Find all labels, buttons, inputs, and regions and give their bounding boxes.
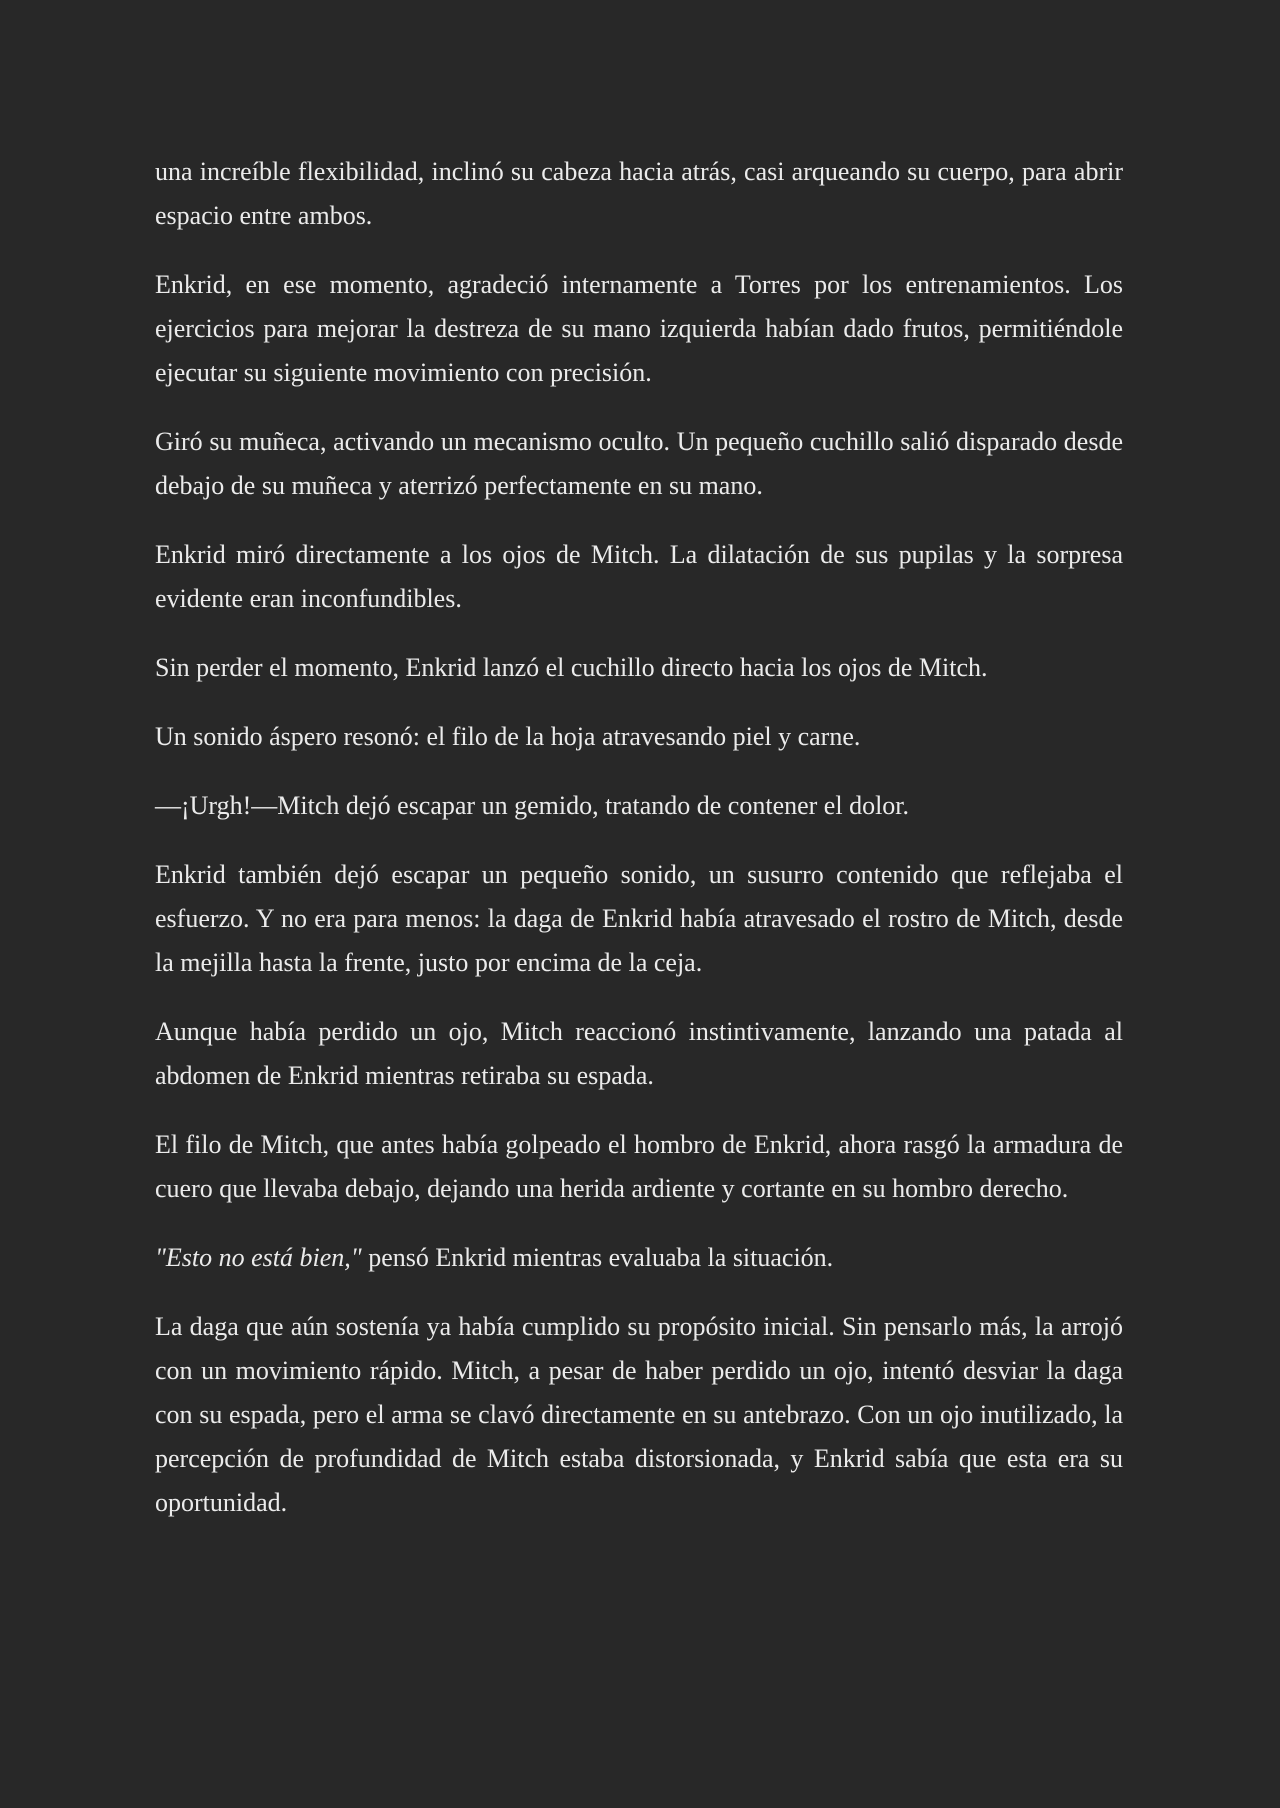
paragraph: —¡Urgh!—Mitch dejó escapar un gemido, tratando de contener el dolor. <box>155 791 910 820</box>
paragraph: una increíble flexibilidad, inclinó su cabeza hacia atrás, casi arqueando su cuerpo, para abrir espacio entre ambos. <box>155 157 1123 230</box>
paragraph-thought <box>155 1236 1123 1280</box>
paragraph: Aunque había perdido un ojo, Mitch reaccionó instintivamente, lanzando una patada al abdomen de Enkrid mientras retiraba su espada. <box>155 1017 1123 1090</box>
paragraph: Enkrid miró directamente a los ojos de Mitch. La dilatación de sus pupilas y la sorpresa evidente eran inconfundibles. <box>155 540 1123 613</box>
thought-narration: pensó Enkrid mientras evaluaba la situación. <box>361 1243 834 1272</box>
paragraph: El filo de Mitch, que antes había golpeado el hombro de Enkrid, ahora rasgó la armadura de cuero que llevaba debajo, dejando una herida ardiente y cortante en su hombro derecho. <box>155 1130 1123 1203</box>
paragraph: Sin perder el momento, Enkrid lanzó el cuchillo directo hacia los ojos de Mitch. <box>155 653 988 682</box>
paragraph: La daga que aún sostenía ya había cumplido su propósito inicial. Sin pensarlo más, la arrojó con un movimiento rápido. Mitch, a pesar de haber perdido un ojo, intentó desviar la daga con su espada, pero el arma se clavó directamente en su antebrazo. Con un ojo inutilizado, la percepción de profundidad de Mitch estaba distorsionada, y Enkrid sabía que esta era su oportunidad. <box>155 1312 1123 1517</box>
paragraph: Enkrid también dejó escapar un pequeño sonido, un susurro contenido que reflejaba el esfuerzo. Y no era para menos: la daga de Enkrid había atravesado el rostro de Mitch, desde la mejilla hasta la frente, justo por encima de la ceja. <box>155 860 1123 977</box>
inner-thought: "Esto no está bien," <box>155 1243 362 1272</box>
paragraph: Un sonido áspero resonó: el filo de la hoja atravesando piel y carne. <box>155 722 861 751</box>
paragraph: Giró su muñeca, activando un mecanismo oculto. Un pequeño cuchillo salió disparado desde debajo de su muñeca y aterrizó perfectamente en su mano. <box>155 427 1123 500</box>
chapter-text <box>155 150 1123 1550</box>
paragraph: Enkrid, en ese momento, agradeció internamente a Torres por los entrenamientos. Los ejercicios para mejorar la destreza de su mano izquierda habían dado frutos, permitiéndole ejecutar su siguiente movimiento con precisión. <box>155 270 1123 387</box>
